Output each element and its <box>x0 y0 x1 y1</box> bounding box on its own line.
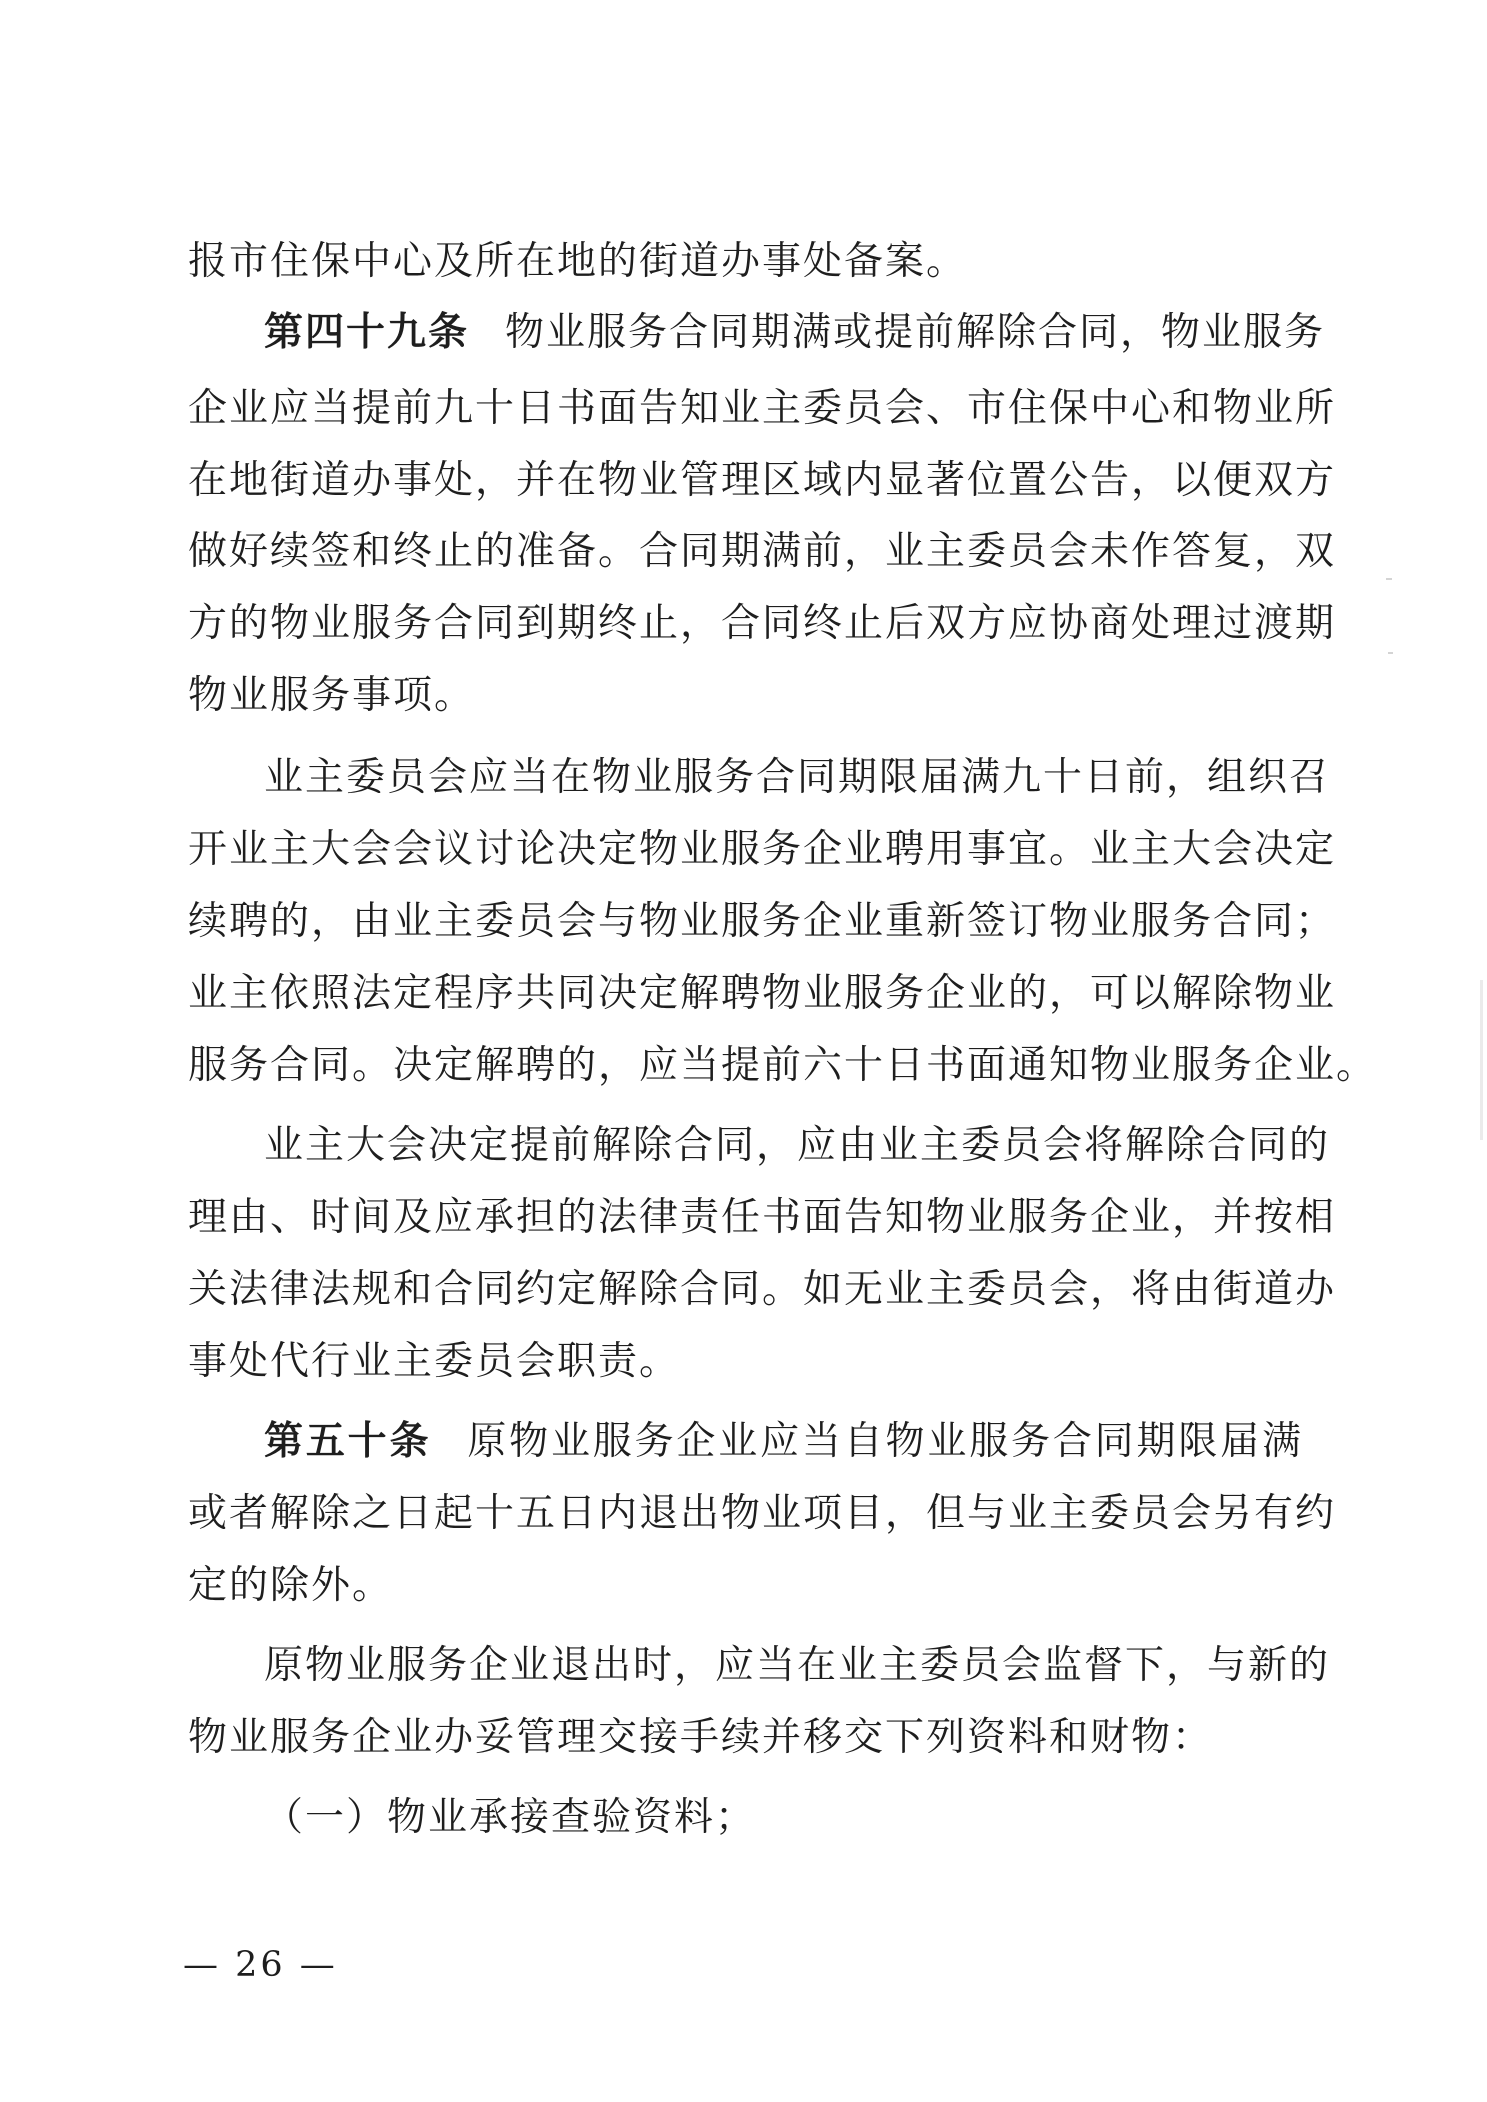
paragraph-start-line: 原物业服务企业退出时，应当在业主委员会监督下，与新的 <box>264 1643 1331 1688</box>
article-50-first-line <box>264 1414 1303 1470</box>
text-line: 事处代行业主委员会职责。 <box>188 1339 681 1384</box>
paragraph-start-line: 业主大会决定提前解除合同，应由业主委员会将解除合同的 <box>264 1123 1331 1168</box>
text-line: 理由、时间及应承担的法律责任书面告知物业服务企业，并按相 <box>188 1195 1337 1240</box>
text-line: 方的物业服务合同到期终止，合同终止后双方应协商处理过渡期 <box>188 601 1337 646</box>
text-line: 定的除外。 <box>188 1563 394 1608</box>
article-heading: 第四十九条 <box>264 310 470 355</box>
scan-edge-shadow <box>1480 980 1483 1140</box>
text-line: 物业服务企业办妥管理交接手续并移交下列资料和财物： <box>188 1715 1214 1760</box>
text-line: 续聘的，由业主委员会与物业服务企业重新签订物业服务合同； <box>188 899 1337 944</box>
text-line: 做好续签和终止的准备。合同期满前，业主委员会未作答复，双 <box>188 529 1337 574</box>
page-number: — 26 — <box>183 1945 338 1985</box>
article-text: 物业服务合同期满或提前解除合同，物业服务 <box>505 310 1326 355</box>
text-line: 物业服务事项。 <box>188 673 476 718</box>
text-line: 在地街道办事处，并在物业管理区域内显著位置公告，以便双方 <box>188 458 1337 503</box>
article-text: 原物业服务企业应当自物业服务合同期限届满 <box>467 1419 1303 1464</box>
text-line: 服务合同。决定解聘的，应当提前六十日书面通知物业服务企业。 <box>188 1043 1378 1088</box>
paragraph-start-line: 业主委员会应当在物业服务合同期限届满九十日前，组织召 <box>264 755 1331 800</box>
text-line: 开业主大会会议讨论决定物业服务企业聘用事宜。业主大会决定 <box>188 827 1337 872</box>
scan-speck <box>1388 652 1393 654</box>
list-item: （一）物业承接查验资料； <box>264 1795 757 1840</box>
scan-speck <box>1386 578 1392 580</box>
text-line: 企业应当提前九十日书面告知业主委员会、市住保中心和物业所 <box>188 386 1337 431</box>
article-heading: 第五十条 <box>264 1419 432 1464</box>
text-line: 报市住保中心及所在地的街道办事处备案。 <box>188 239 968 284</box>
text-line: 关法律法规和合同约定解除合同。如无业主委员会，将由街道办 <box>188 1267 1337 1312</box>
article-49-first-line <box>264 305 1326 361</box>
text-line: 业主依照法定程序共同决定解聘物业服务企业的，可以解除物业 <box>188 971 1337 1016</box>
text-line: 或者解除之日起十五日内退出物业项目，但与业主委员会另有约 <box>188 1491 1337 1536</box>
